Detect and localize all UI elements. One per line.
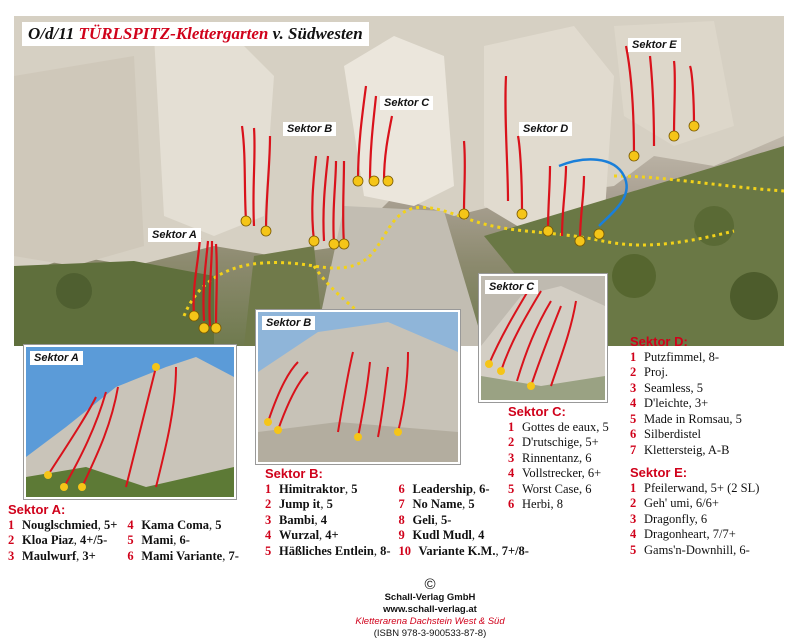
inset-c-photo [481, 276, 605, 400]
legend-a-col2 [127, 518, 239, 565]
sector-a-label: Sektor A [148, 228, 201, 242]
route-b-1: 1 Himitraktor, 5 [265, 481, 358, 496]
copyright-symbol: © [424, 576, 436, 593]
route-d-7: 7 Klettersteig, A-B [630, 442, 730, 457]
legend-e-heading: Sektor E: [630, 465, 688, 480]
inset-b-photo [258, 312, 458, 462]
inset-c-label: Sektor C [485, 280, 538, 294]
route-a-3: 3 Maulwurf, 3+ [8, 548, 96, 563]
route-b-10: 10 Variante K.M., 7+/8- [398, 543, 529, 558]
inset-sector-b [256, 310, 460, 464]
route-b-7: 7 No Name, 5 [398, 497, 475, 511]
legend-d-heading: Sektor D: [630, 334, 688, 349]
route-b-4: 4 Wurzal, 4+ [265, 528, 339, 542]
route-d-4: 4 D'leichte, 3+ [630, 396, 709, 410]
map-title [22, 22, 369, 46]
inset-a-label: Sektor A [30, 351, 83, 365]
legend-a-heading: Sektor A: [8, 502, 66, 517]
route-b-5: 5 Häßliches Entlein, 8- [265, 543, 391, 558]
route-a-6: 6 Mami Variante, 7- [127, 548, 239, 563]
crag-name: TÜRLSPITZ-Klettergarten [78, 24, 269, 43]
route-c-4: 4 Vollstrecker, 6+ [508, 466, 602, 480]
map-id: O/d/11 [28, 24, 75, 43]
route-d-2: 2 Proj. [630, 365, 668, 379]
legend-sector-c [508, 404, 609, 513]
route-e-4: 4 Dragonheart, 7/7+ [630, 527, 736, 541]
route-c-5: 5 Worst Case, 6 [508, 481, 592, 496]
inset-sector-a [24, 345, 236, 499]
route-a-1: 1 Nouglschmied, 5+ [8, 517, 118, 532]
legend-a-col1 [8, 518, 117, 565]
main-crag-photo [14, 16, 784, 346]
inset-b-label: Sektor B [262, 316, 315, 330]
crag-illustration [14, 16, 784, 346]
sector-b-label: Sektor B [283, 122, 336, 136]
route-b-3: 3 Bambi, 4 [265, 512, 327, 527]
publisher-name: Schall-Verlag GmbH [384, 592, 476, 603]
publisher-footer [300, 578, 560, 640]
legend-sector-b [265, 466, 529, 559]
route-c-1: 1 Gottes de eaux, 5 [508, 419, 609, 434]
route-e-3: 3 Dragonfly, 6 [630, 511, 708, 526]
inset-sector-c [479, 274, 607, 402]
inset-a-photo [26, 347, 234, 497]
route-a-4: 4 Kama Coma, 5 [127, 517, 222, 532]
route-e-5: 5 Gams'n-Downhill, 6- [630, 542, 750, 557]
route-b-2: 2 Jump it, 5 [265, 497, 333, 511]
route-a-2: 2 Kloa Piaz, 4+/5- [8, 533, 108, 547]
route-a-5: 5 Mami, 6- [127, 533, 190, 547]
route-d-5: 5 Made in Romsau, 5 [630, 411, 742, 426]
view-direction: v. Südwesten [272, 24, 363, 43]
route-e-2: 2 Geh' umi, 6/6+ [630, 496, 719, 510]
route-c-3: 3 Rinnentanz, 6 [508, 450, 592, 465]
sector-c-label: Sektor C [380, 96, 433, 110]
isbn: (ISBN 978-3-900533-87-8) [373, 628, 487, 639]
route-d-3: 3 Seamless, 5 [630, 380, 704, 395]
legend-sector-e [630, 465, 759, 558]
route-b-8: 8 Geli, 5- [398, 512, 452, 527]
route-c-6: 6 Herbi, 8 [508, 497, 563, 511]
publisher-url[interactable]: www.schall-verlag.at [383, 604, 477, 615]
route-d-6: 6 Silberdistel [630, 427, 701, 441]
legend-c-heading: Sektor C: [508, 404, 566, 419]
guidebook-series: Kletterarena Dachstein West & Süd [355, 616, 505, 627]
legend-b-heading: Sektor B: [265, 466, 323, 481]
legend-sector-d [630, 334, 742, 458]
legend-sector-a [8, 502, 239, 564]
route-d-1: 1 Putzfimmel, 8- [630, 349, 719, 364]
route-e-1: 1 Pfeilerwand, 5+ (2 SL) [630, 480, 760, 495]
sector-e-label: Sektor E [628, 38, 681, 52]
legend-b-col1 [265, 482, 390, 560]
route-b-9: 9 Kudl Mudl, 4 [398, 528, 485, 542]
route-b-6: 6 Leadership, 6- [398, 481, 490, 496]
route-c-2: 2 D'rutschige, 5+ [508, 435, 599, 449]
sector-d-label: Sektor D [519, 122, 572, 136]
